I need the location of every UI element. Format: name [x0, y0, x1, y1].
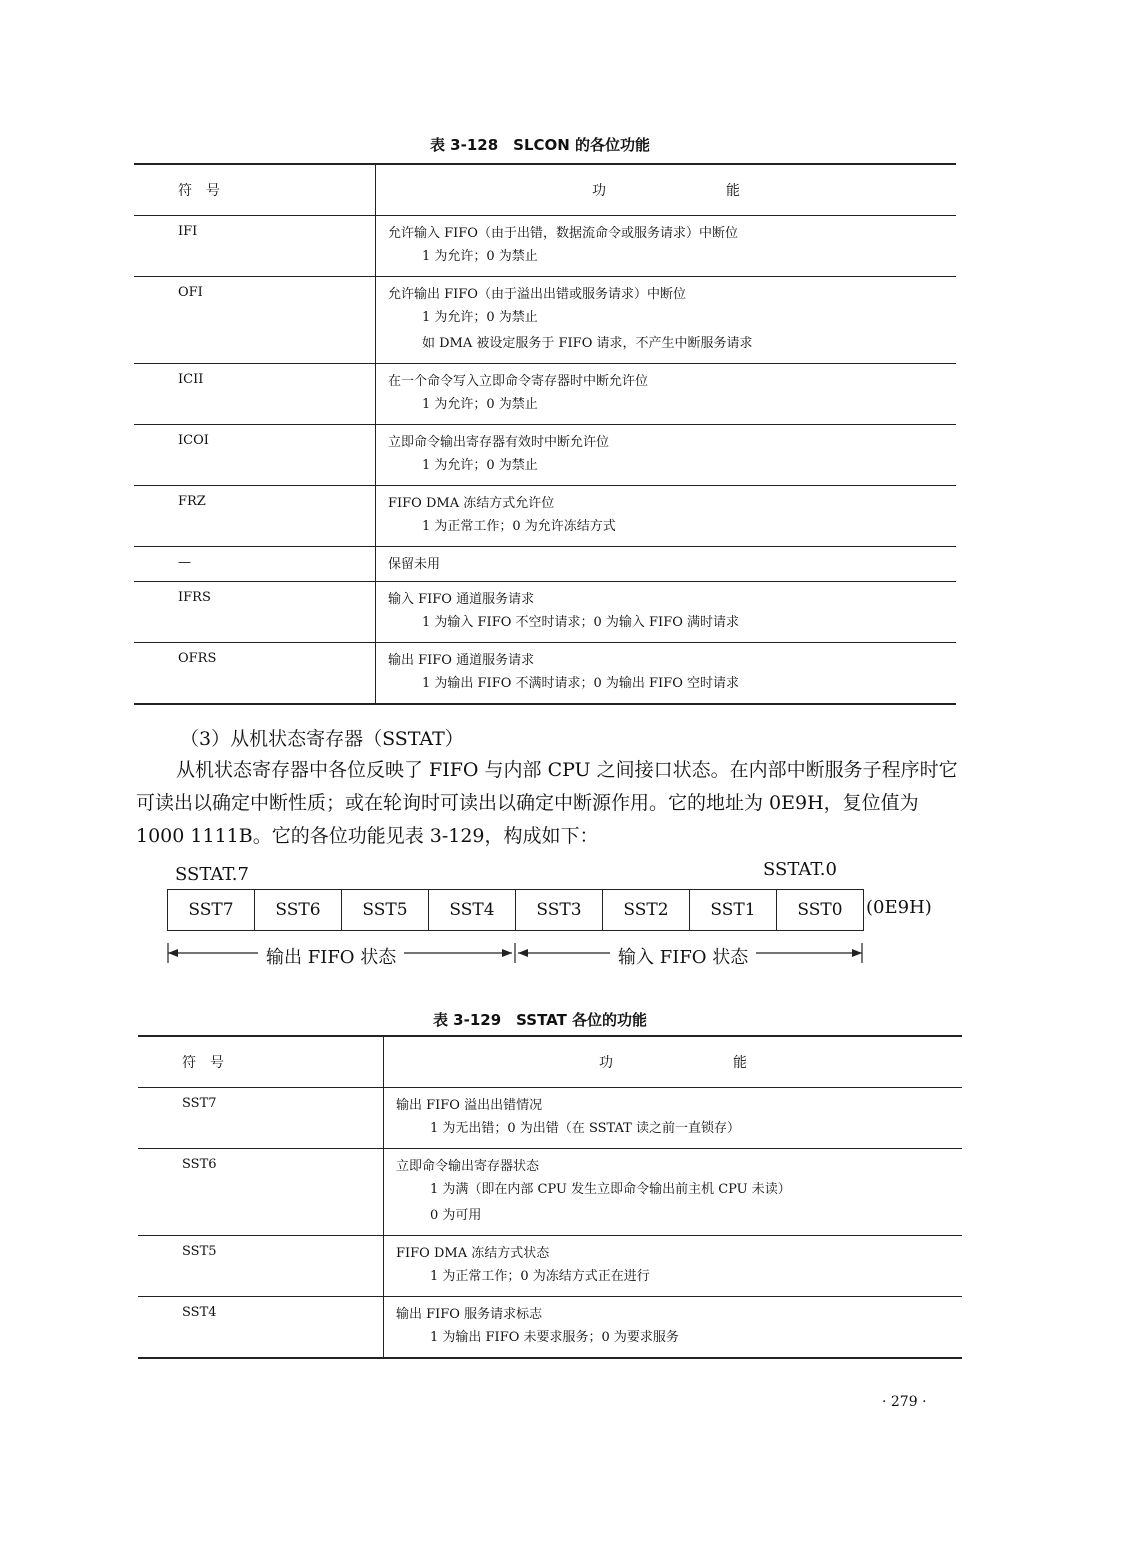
- table2: [138, 1035, 962, 1359]
- row-description-main: 立即命令输出寄存器状态: [396, 1159, 540, 1174]
- row-description: [384, 1236, 963, 1297]
- row-description-main: 输入 FIFO 通道服务请求: [388, 592, 535, 607]
- row-description-main: 输出 FIFO 通道服务请求: [388, 653, 535, 668]
- row-description: [384, 1297, 963, 1359]
- output-fifo-status-label: 输出 FIFO 状态: [258, 943, 404, 969]
- row-description: [376, 425, 957, 486]
- register-bit-cell: SST6: [255, 890, 342, 930]
- row-description: [376, 643, 957, 705]
- row-symbol: IFI: [134, 216, 376, 277]
- input-fifo-status-label: 输入 FIFO 状态: [610, 943, 756, 969]
- table-row: [138, 1297, 962, 1359]
- row-description: [384, 1088, 963, 1149]
- section-paragraph-text: 从机状态寄存器中各位反映了 FIFO 与内部 CPU 之间接口状态。在内部中断服务子程序时它可读出以确定中断性质；或在轮询时可读出以确定中断源作用。它的地址为 0E9H，复位值为 1000 1111B。它的各位功能见表 3-129，构成如下：: [136, 759, 958, 847]
- row-description: [376, 216, 957, 277]
- row-symbol: SST4: [138, 1297, 384, 1359]
- row-description-detail: 1 为输出 FIFO 不满时请求；0 为输出 FIFO 空时请求: [422, 676, 740, 691]
- row-description: [376, 364, 957, 425]
- row-description: [376, 547, 957, 582]
- row-description-detail: 1 为允许；0 为禁止: [422, 310, 538, 325]
- row-description-detail: 1 为允许；0 为禁止: [422, 249, 538, 264]
- row-symbol: OFRS: [134, 643, 376, 705]
- table2-header-func-a: 功: [599, 1055, 613, 1071]
- table1-header-row: [134, 164, 956, 216]
- row-symbol: OFI: [134, 277, 376, 364]
- table-row: [138, 1236, 962, 1297]
- table2-header-func-b: 能: [733, 1055, 747, 1071]
- row-description-detail: 1 为无出错；0 为出错（在 SSTAT 读之前一直锁存）: [430, 1121, 740, 1136]
- table-row: [134, 582, 956, 643]
- section-title: （3）从机状态寄存器（SSTAT）: [180, 728, 464, 750]
- table2-header-row: [138, 1036, 962, 1088]
- table-row: [134, 486, 956, 547]
- row-description-main: 在一个命令写入立即命令寄存器时中断允许位: [388, 374, 649, 389]
- row-description: [376, 486, 957, 547]
- page-number: · 279 ·: [882, 1394, 927, 1410]
- row-description-detail: 1 为允许；0 为禁止: [422, 458, 538, 473]
- row-symbol: FRZ: [134, 486, 376, 547]
- row-description-detail: 1 为输入 FIFO 不空时请求；0 为输入 FIFO 满时请求: [422, 615, 740, 630]
- table2-header-symbol: 符 号: [138, 1036, 384, 1088]
- row-description: [376, 582, 957, 643]
- table-row: [134, 547, 956, 582]
- register-address: (0E9H): [866, 897, 932, 918]
- row-description-detail: 1 为允许；0 为禁止: [422, 397, 538, 412]
- table1-header-func-b: 能: [726, 183, 740, 199]
- register-range-arrows: [0, 935, 1122, 975]
- row-symbol: SST5: [138, 1236, 384, 1297]
- row-description-detail: 0 为可用: [430, 1208, 482, 1223]
- row-symbol: ICII: [134, 364, 376, 425]
- register-bit-cell: SST1: [690, 890, 777, 930]
- row-description-main: FIFO DMA 冻结方式状态: [396, 1246, 550, 1261]
- row-description-detail: 1 为正常工作；0 为冻结方式正在进行: [430, 1269, 650, 1284]
- table-row: [134, 425, 956, 486]
- register-right-label: SSTAT.0: [763, 859, 837, 880]
- row-description-main: 输出 FIFO 服务请求标志: [396, 1307, 543, 1322]
- row-symbol: SST6: [138, 1149, 384, 1236]
- table1-header-symbol: 符 号: [134, 164, 376, 216]
- section-paragraph: [136, 754, 966, 853]
- table2-caption: 表 3-129 SSTAT 各位的功能: [432, 1011, 648, 1029]
- row-description-main: FIFO DMA 冻结方式允许位: [388, 496, 555, 511]
- table2-body: [138, 1088, 962, 1359]
- row-description-detail: 1 为正常工作；0 为允许冻结方式: [422, 519, 616, 534]
- row-symbol: —: [134, 547, 376, 582]
- row-description: [384, 1149, 963, 1236]
- table-row: [134, 216, 956, 277]
- register-bit-cell: SST2: [603, 890, 690, 930]
- row-description-main: 保留未用: [388, 557, 441, 572]
- table-row: [138, 1088, 962, 1149]
- register-bit-cell: SST5: [342, 890, 429, 930]
- row-symbol: SST7: [138, 1088, 384, 1149]
- table1-header-func-a: 功: [592, 183, 606, 199]
- row-description-detail: 1 为输出 FIFO 未要求服务；0 为要求服务: [430, 1330, 679, 1345]
- register-bit-cell: SST7: [168, 890, 255, 930]
- table2-header-function: [384, 1036, 963, 1088]
- table1-caption: 表 3-128 SLCON 的各位功能: [429, 136, 651, 154]
- row-symbol: IFRS: [134, 582, 376, 643]
- table1-body: [134, 216, 956, 705]
- table-row: [134, 643, 956, 705]
- register-left-label: SSTAT.7: [175, 864, 249, 885]
- table1-header-function: [376, 164, 957, 216]
- row-description: [376, 277, 957, 364]
- row-description-main: 允许输入 FIFO（由于出错，数据流命令或服务请求）中断位: [388, 226, 738, 241]
- table-row: [138, 1149, 962, 1236]
- table-row: [134, 277, 956, 364]
- table1: [134, 163, 956, 705]
- row-description-detail: 1 为满（即在内部 CPU 发生立即命令输出前主机 CPU 未读）: [430, 1182, 791, 1197]
- row-description-main: 允许输出 FIFO（由于溢出出错或服务请求）中断位: [388, 287, 686, 302]
- register-bit-cell: SST3: [516, 890, 603, 930]
- register-bit-row: [167, 889, 864, 931]
- row-description-main: 立即命令输出寄存器有效时中断允许位: [388, 435, 610, 450]
- table-row: [134, 364, 956, 425]
- row-description-detail: 如 DMA 被设定服务于 FIFO 请求，不产生中断服务请求: [422, 336, 753, 351]
- row-description-main: 输出 FIFO 溢出出错情况: [396, 1098, 543, 1113]
- register-bit-cell: SST4: [429, 890, 516, 930]
- row-symbol: ICOI: [134, 425, 376, 486]
- register-bit-cell: SST0: [797, 900, 843, 920]
